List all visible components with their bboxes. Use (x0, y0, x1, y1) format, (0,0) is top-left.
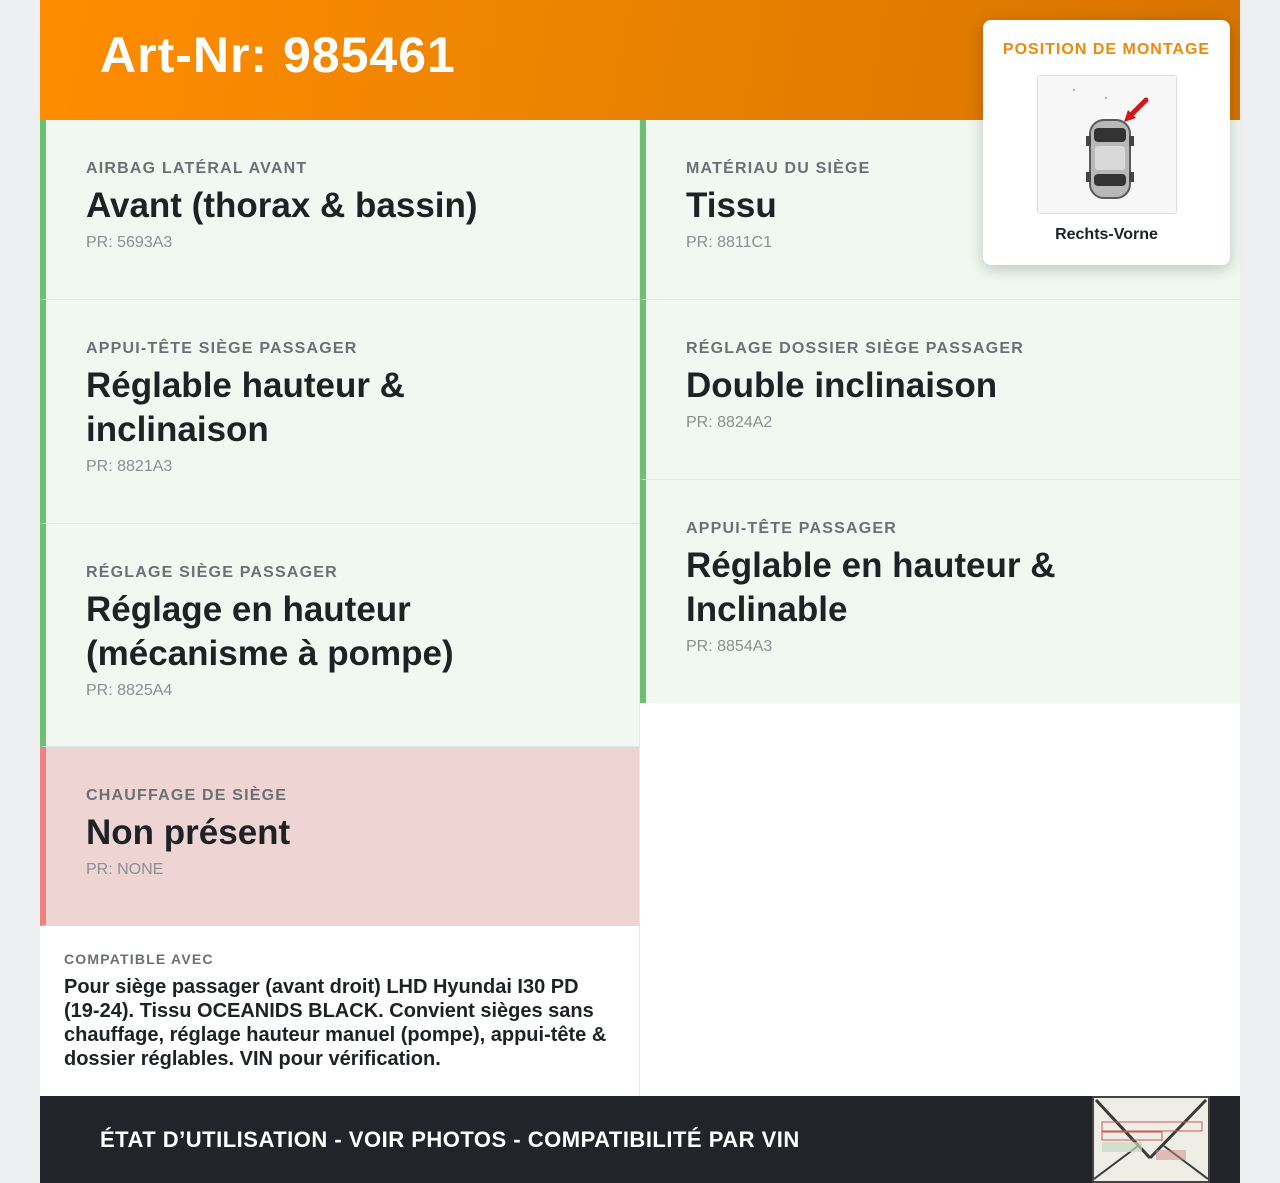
compat-label: COMPATIBLE AVEC (64, 951, 214, 967)
card-label: CHAUFFAGE DE SIÈGE (86, 787, 288, 804)
label-sticker-graphic (1094, 1098, 1208, 1181)
compatibility-section (40, 926, 640, 1096)
card-value: Réglable en hauteur & Inclinable (686, 546, 1056, 629)
spec-card-seat-heating (40, 747, 640, 926)
article-number: Art-Nr: 985461 (100, 27, 456, 83)
card-pr-code: PR: 8854A3 (686, 638, 773, 655)
spec-card-passenger-headrest (640, 480, 1240, 703)
footer-bar (40, 1096, 1240, 1183)
card-pr-code: PR: 5693A3 (86, 234, 173, 251)
card-value: Réglage en hauteur (mécanisme à pompe) (86, 590, 454, 673)
car-top-view-icon (1038, 76, 1176, 213)
page (40, 0, 1240, 1183)
mounting-position-title: POSITION DE MONTAGE (1002, 41, 1211, 58)
compat-text: Pour siège passager (avant droit) LHD Hyundai I30 PD (19-24). Tissu OCEANIDS BLACK. Convient sièges sans chauffage, réglage hauteur manuel (pompe), appui-tête & dossier réglables. VIN pour vérification. (64, 976, 607, 1070)
card-label: APPUI-TÊTE SIÈGE PASSAGER (86, 340, 358, 357)
card-value: Avant (thorax & bassin) (86, 186, 478, 225)
card-pr-code: PR: NONE (86, 861, 164, 878)
card-label: RÉGLAGE DOSSIER SIÈGE PASSAGER (686, 340, 1024, 357)
card-value: Double inclinaison (686, 366, 998, 405)
spec-card-backrest (640, 300, 1240, 480)
card-label: MATÉRIAU DU SIÈGE (686, 160, 871, 177)
card-value: Réglable hauteur & inclinaison (86, 366, 405, 449)
card-pr-code: PR: 8825A4 (86, 682, 173, 699)
spec-card-seat-adjust (40, 524, 640, 747)
card-label: RÉGLAGE SIÈGE PASSAGER (86, 564, 338, 581)
car-position-image (1037, 75, 1177, 214)
footer-text: ÉTAT D’UTILISATION - VOIR PHOTOS - COMPATIBILITÉ PAR VIN (100, 1127, 800, 1152)
spec-card-headrest (40, 300, 640, 524)
spec-card-airbag (40, 120, 640, 300)
left-column (40, 120, 640, 926)
card-pr-code: PR: 8811C1 (686, 234, 772, 251)
mounting-position-value: Rechts-Vorne (1055, 226, 1158, 243)
card-pr-code: PR: 8821A3 (86, 458, 173, 475)
mounting-position-card (983, 20, 1230, 265)
card-value: Non présent (86, 813, 291, 852)
card-pr-code: PR: 8824A2 (686, 414, 773, 431)
card-value: Tissu (686, 186, 777, 225)
label-sticker-image (1092, 1096, 1210, 1183)
card-label: AIRBAG LATÉRAL AVANT (86, 160, 308, 177)
card-label: APPUI-TÊTE PASSAGER (686, 520, 897, 537)
